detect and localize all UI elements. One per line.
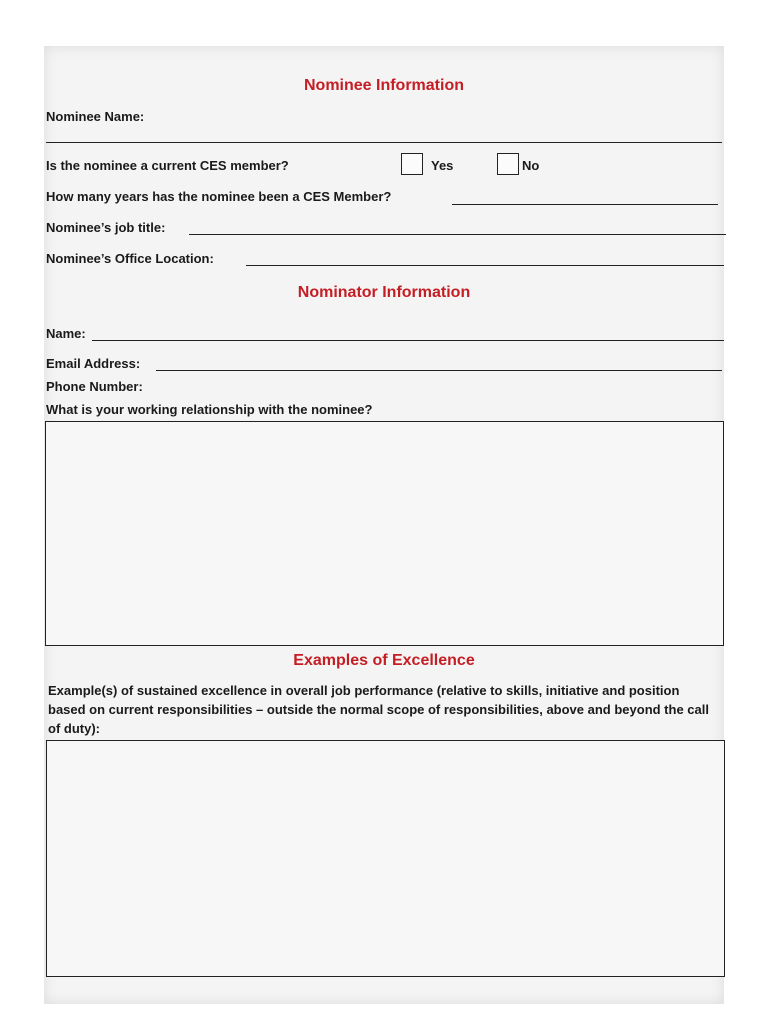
email-address-field[interactable] xyxy=(156,370,722,371)
form-page xyxy=(44,46,724,1004)
examples-of-excellence-heading: Examples of Excellence xyxy=(293,652,475,669)
nominee-information-heading: Nominee Information xyxy=(303,77,464,94)
excellence-textarea[interactable] xyxy=(46,740,725,977)
job-title-label: Nominee’s job title: xyxy=(46,220,166,235)
office-location-field[interactable] xyxy=(246,265,724,266)
no-label: No xyxy=(522,158,540,173)
member-question-label: Is the nominee a current CES member? xyxy=(46,158,289,173)
relationship-label: What is your working relationship with the nominee? xyxy=(46,402,373,417)
email-address-label: Email Address: xyxy=(46,356,141,371)
phone-number-label: Phone Number: xyxy=(46,379,143,394)
office-location-label: Nominee’s Office Location: xyxy=(46,251,214,266)
no-checkbox[interactable] xyxy=(497,153,519,175)
yes-checkbox[interactable] xyxy=(401,153,423,175)
nominee-name-field[interactable] xyxy=(46,142,722,143)
nominator-name-field[interactable] xyxy=(92,340,724,341)
relationship-textarea[interactable] xyxy=(45,421,724,646)
member-years-field[interactable] xyxy=(452,204,718,205)
member-years-label: How many years has the nominee been a CES Member? xyxy=(46,189,392,204)
yes-label: Yes xyxy=(431,158,454,173)
nominator-name-label: Name: xyxy=(46,326,86,341)
nominee-name-label: Nominee Name: xyxy=(46,109,145,124)
nominator-information-heading: Nominator Information xyxy=(297,284,471,301)
job-title-field[interactable] xyxy=(189,234,726,235)
excellence-prompt: Example(s) of sustained excellence in overall job performance (relative to skills, initiative and position based on current responsibilities – outside the normal scope of responsibilities, above and beyond the call of duty): xyxy=(48,683,709,736)
